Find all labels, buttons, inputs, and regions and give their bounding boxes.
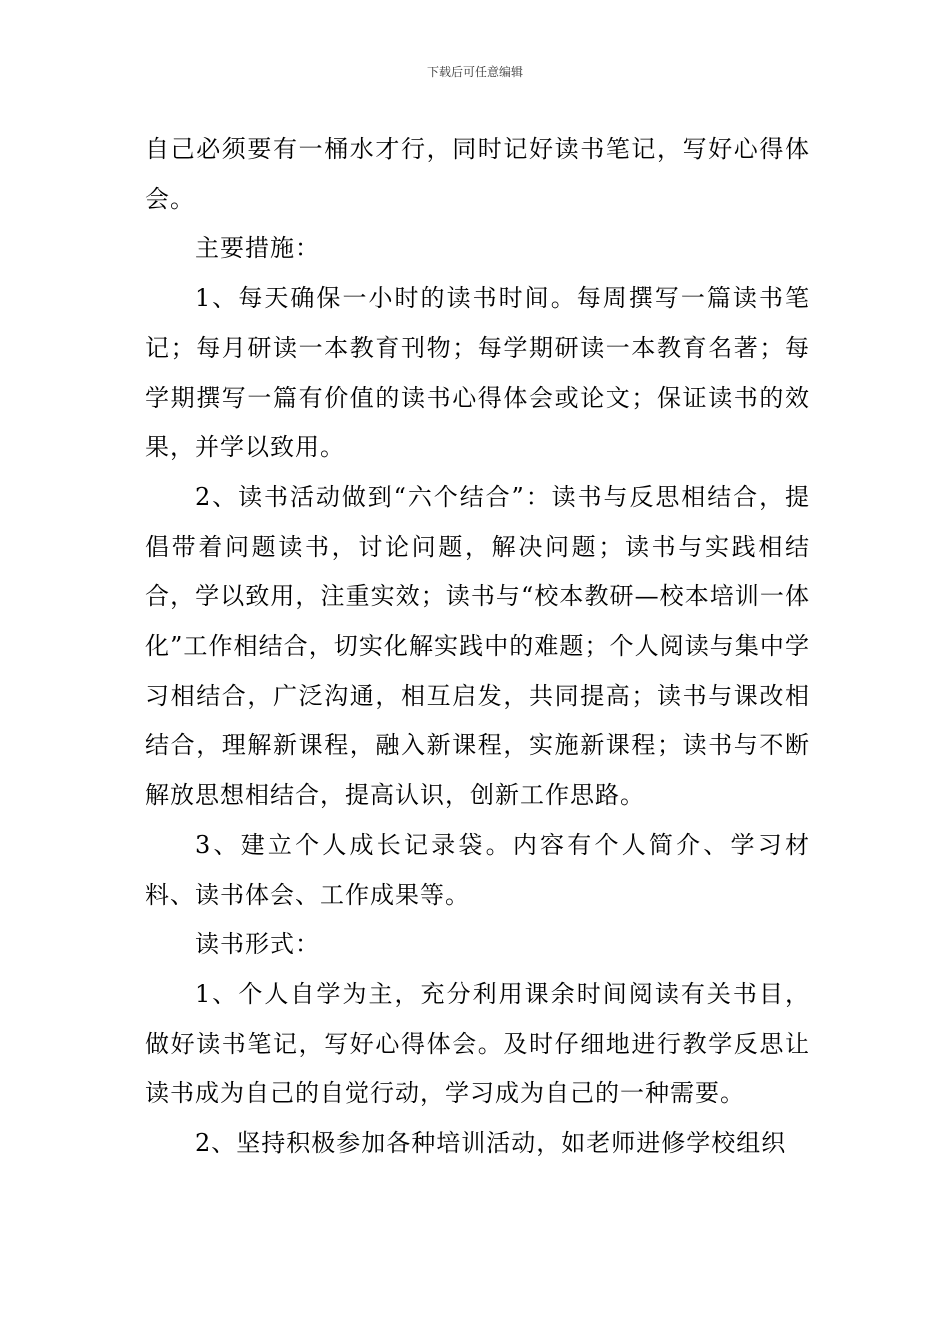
- paragraph-measure-3: 3、建立个人成长记录袋。内容有个人简介、学习材料、读书体会、工作成果等。: [145, 830, 810, 909]
- paragraph-measure-2: 2、读书活动做到“六个结合”：读书与反思相结合，提倡带着问题读书，讨论问题，解决问题；读书与实践相结合，学以致用，注重实效；读书与“校本教研—校本培训一体化”工作相结合，切实化解实践中的难题；个人阅读与集中学习相结合，广泛沟通，相互启发，共同提高；读书与课改相结合，理解新课程，融入新课程，实施新课程；读书与不断解放思想相结合，提高认识，创新工作思路。: [145, 482, 810, 810]
- paragraph-form-1: 1、个人自学为主，充分利用课余时间阅读有关书目，做好读书笔记，写好心得体会。及时仔细地进行教学反思让读书成为自己的自觉行动，学习成为自己的一种需要。: [145, 979, 810, 1108]
- page-header: 下载后可任意编辑: [426, 65, 523, 79]
- paragraph-form-2: 2、坚持积极参加各种培训活动，如老师进修学校组织: [195, 1129, 787, 1158]
- section-heading-reading-forms: 读书形式：: [195, 930, 320, 959]
- document-body: [145, 125, 810, 1169]
- section-heading-main-measures: 主要措施：: [195, 234, 320, 263]
- paragraph-continuation: 自己必须要有一桶水才行，同时记好读书笔记，写好心得体会。: [145, 135, 810, 213]
- paragraph-measure-1: 1、每天确保一小时的读书时间。每周撰写一篇读书笔记；每月研读一本教育刊物；每学期研读一本教育名著；每学期撰写一篇有价值的读书心得体会或论文；保证读书的效果，并学以致用。: [145, 284, 810, 462]
